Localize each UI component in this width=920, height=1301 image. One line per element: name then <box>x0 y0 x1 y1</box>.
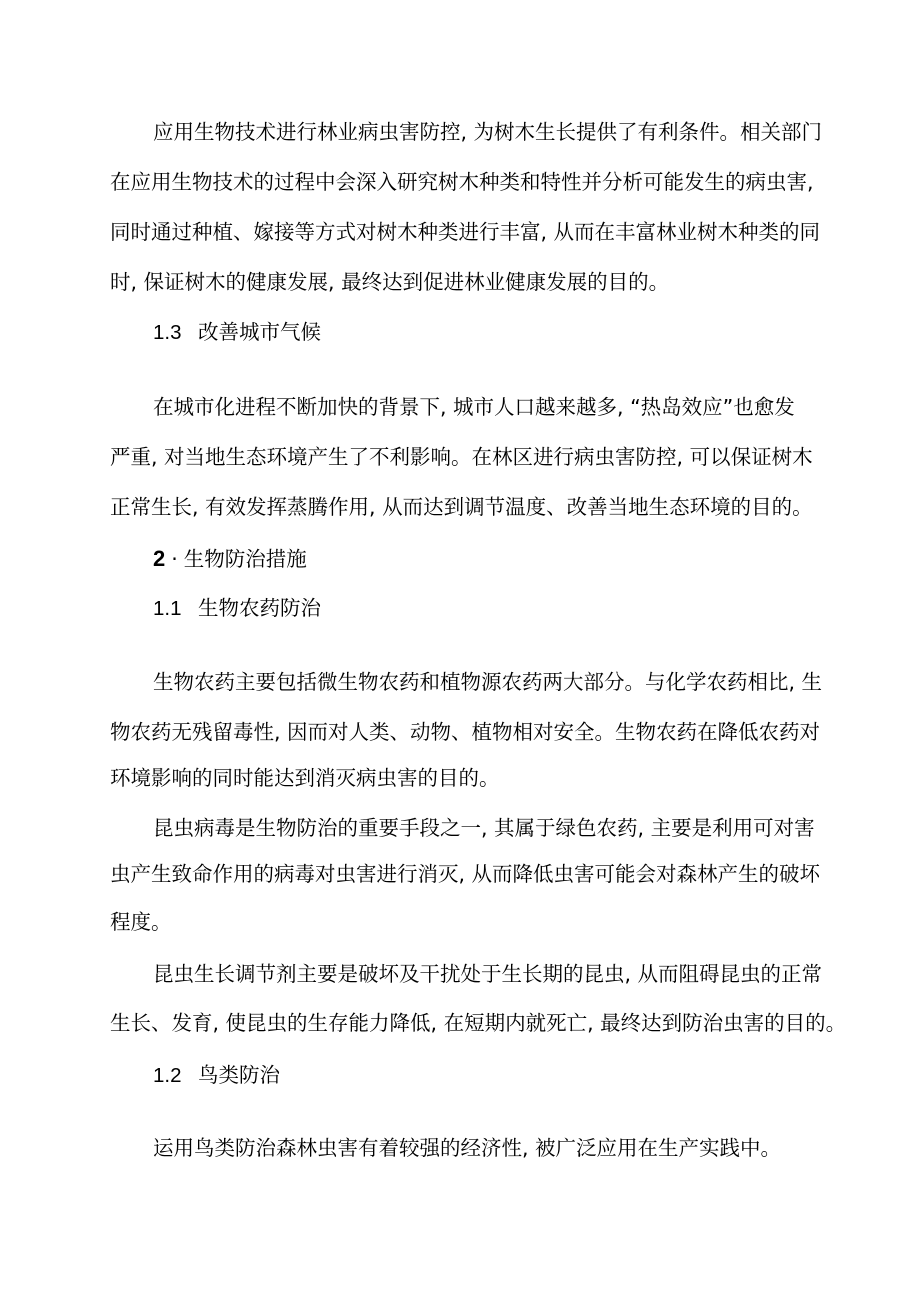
paragraph-2-line-1: 在城市化进程不断加快的背景下, 城市人口越来越多, “热岛效应”也愈发 <box>153 395 795 419</box>
section-heading-2 <box>153 545 307 573</box>
paragraph-1-line-3: 同时通过种植、嫁接等方式对树木种类进行丰富, 从而在丰富林业树木种类的同 <box>110 220 821 244</box>
section-number: 1.3 <box>153 321 182 344</box>
paragraph-6-line-1: 运用鸟类防治森林虫害有着较强的经济性, 被广泛应用在生产实践中。 <box>153 1136 782 1160</box>
paragraph-2-line-2: 严重, 对当地生态环境产生了不利影响。在林区进行病虫害防控, 可以保证树木 <box>110 445 813 469</box>
section-number: 1.2 <box>153 1064 182 1087</box>
paragraph-3-line-3: 环境影响的同时能达到消灭病虫害的目的。 <box>110 766 500 790</box>
paragraph-1-line-2: 在应用生物技术的过程中会深入研究树木种类和特性并分析可能发生的病虫害, <box>110 170 814 194</box>
section-number: 1.1 <box>153 597 182 620</box>
section-title: 生物防治措施 <box>183 547 307 571</box>
section-separator: · <box>171 547 178 571</box>
paragraph-5-line-2: 生长、发育, 使昆虫的生存能力降低, 在短期内就死亡, 最终达到防治虫害的目的。 <box>110 1011 847 1035</box>
paragraph-4-line-3: 程度。 <box>110 910 172 934</box>
paragraph-3-line-1: 生物农药主要包括微生物农药和植物源农药两大部分。与化学农药相比, 生 <box>153 670 823 694</box>
paragraph-1-line-1: 应用生物技术进行林业病虫害防控, 为树木生长提供了有利条件。相关部门 <box>153 120 823 144</box>
section-heading-1-2 <box>153 1061 280 1090</box>
paragraph-4-line-2: 虫产生致命作用的病毒对虫害进行消灭, 从而降低虫害可能会对森林产生的破坏 <box>110 862 821 886</box>
paragraph-1-line-4: 时, 保证树木的健康发展, 最终达到促进林业健康发展的目的。 <box>110 270 670 294</box>
paragraph-2-line-3: 正常生长, 有效发挥蒸腾作用, 从而达到调节温度、改善当地生态环境的目的。 <box>110 495 813 519</box>
section-title: 改善城市气候 <box>198 320 322 344</box>
section-number: 2 <box>153 546 166 571</box>
section-heading-1-3 <box>153 318 321 347</box>
section-heading-1-1 <box>153 594 321 623</box>
section-title: 生物农药防治 <box>198 596 322 620</box>
paragraph-5-line-1: 昆虫生长调节剂主要是破坏及干扰处于生长期的昆虫, 从而阻碍昆虫的正常 <box>153 962 823 986</box>
section-title: 鸟类防治 <box>198 1063 281 1087</box>
paragraph-4-line-1: 昆虫病毒是生物防治的重要手段之一, 其属于绿色农药, 主要是利用可对害 <box>153 816 815 840</box>
paragraph-3-line-2: 物农药无残留毒性, 因而对人类、动物、植物相对安全。生物农药在降低农药对 <box>110 720 821 744</box>
